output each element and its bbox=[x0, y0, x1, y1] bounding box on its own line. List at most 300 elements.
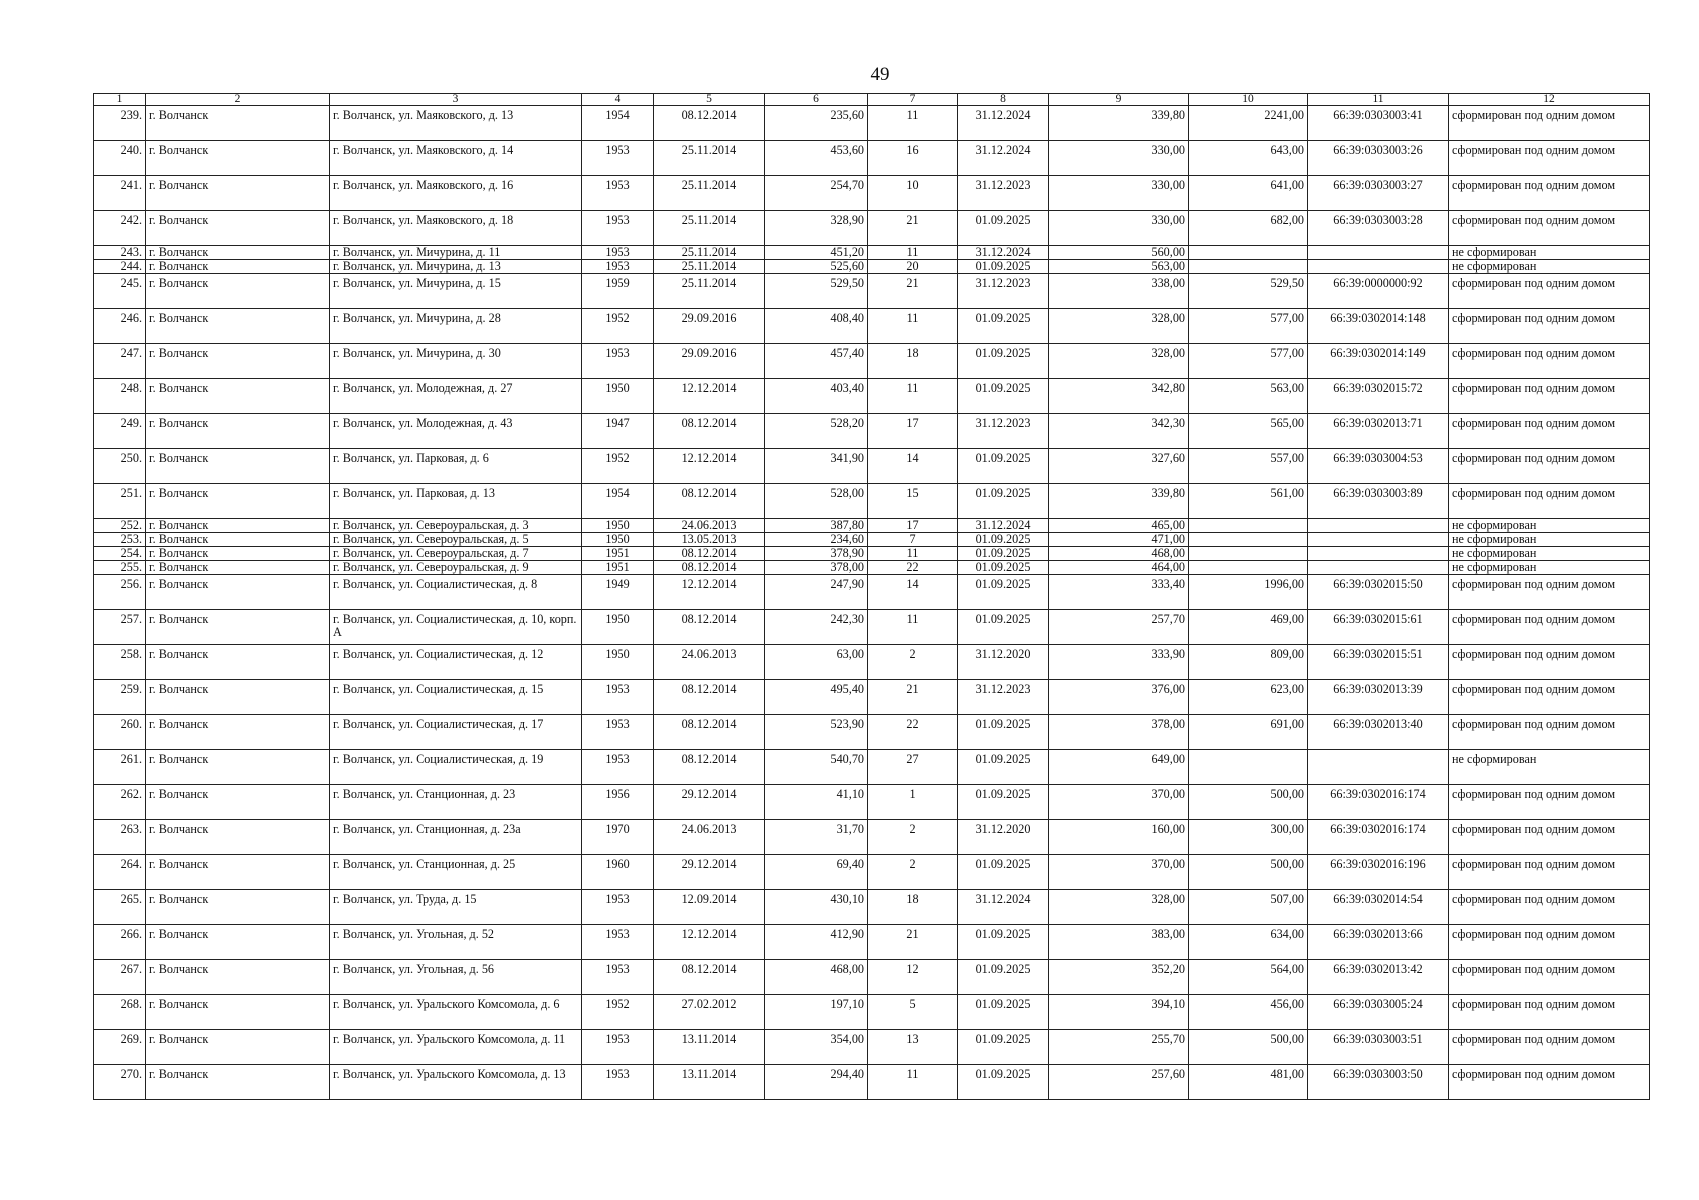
address-cell: г. Волчанск, ул. Парковая, д. 13 bbox=[330, 484, 582, 519]
year-built-cell: 1953 bbox=[582, 1030, 654, 1065]
inclusion-date-cell: 08.12.2014 bbox=[654, 610, 765, 645]
inclusion-date-cell: 25.11.2014 bbox=[654, 211, 765, 246]
settlement-cell: г. Волчанск bbox=[146, 750, 330, 785]
settlement-cell: г. Волчанск bbox=[146, 246, 330, 260]
row-number: 245. bbox=[94, 274, 146, 309]
year-built-cell: 1953 bbox=[582, 141, 654, 176]
cadastral-number-cell: 66:39:0302015:51 bbox=[1308, 645, 1449, 680]
value-9-cell: 370,00 bbox=[1049, 855, 1189, 890]
year-built-cell: 1950 bbox=[582, 379, 654, 414]
table-row bbox=[94, 855, 1650, 890]
status-cell: не сформирован bbox=[1449, 519, 1650, 533]
address-cell: г. Волчанск, ул. Молодежная, д. 43 bbox=[330, 414, 582, 449]
area-cell: 412,90 bbox=[765, 925, 868, 960]
row-number: 265. bbox=[94, 890, 146, 925]
land-area-cell: 641,00 bbox=[1189, 176, 1308, 211]
deadline-date-cell: 01.09.2025 bbox=[958, 715, 1049, 750]
value-9-cell: 339,80 bbox=[1049, 106, 1189, 141]
cadastral-number-cell: 66:39:0302014:149 bbox=[1308, 344, 1449, 379]
address-cell: г. Волчанск, ул. Социалистическая, д. 8 bbox=[330, 575, 582, 610]
column-header: 12 bbox=[1449, 94, 1650, 106]
land-area-cell: 623,00 bbox=[1189, 680, 1308, 715]
count-cell: 17 bbox=[868, 414, 958, 449]
housing-registry-table bbox=[93, 93, 1650, 1100]
status-cell: сформирован под одним домом bbox=[1449, 1065, 1650, 1100]
status-cell: сформирован под одним домом bbox=[1449, 414, 1650, 449]
status-cell: сформирован под одним домом bbox=[1449, 106, 1650, 141]
deadline-date-cell: 31.12.2024 bbox=[958, 890, 1049, 925]
area-cell: 254,70 bbox=[765, 176, 868, 211]
address-cell: г. Волчанск, ул. Маяковского, д. 13 bbox=[330, 106, 582, 141]
year-built-cell: 1953 bbox=[582, 344, 654, 379]
count-cell: 14 bbox=[868, 575, 958, 610]
inclusion-date-cell: 08.12.2014 bbox=[654, 680, 765, 715]
settlement-cell: г. Волчанск bbox=[146, 449, 330, 484]
count-cell: 21 bbox=[868, 274, 958, 309]
land-area-cell bbox=[1189, 246, 1308, 260]
inclusion-date-cell: 29.09.2016 bbox=[654, 344, 765, 379]
settlement-cell: г. Волчанск bbox=[146, 379, 330, 414]
settlement-cell: г. Волчанск bbox=[146, 645, 330, 680]
inclusion-date-cell: 12.09.2014 bbox=[654, 890, 765, 925]
cadastral-number-cell: 66:39:0303003:41 bbox=[1308, 106, 1449, 141]
land-area-cell: 557,00 bbox=[1189, 449, 1308, 484]
cadastral-number-cell: 66:39:0302014:148 bbox=[1308, 309, 1449, 344]
deadline-date-cell: 31.12.2024 bbox=[958, 141, 1049, 176]
land-area-cell bbox=[1189, 533, 1308, 547]
row-number: 242. bbox=[94, 211, 146, 246]
inclusion-date-cell: 29.09.2016 bbox=[654, 309, 765, 344]
year-built-cell: 1953 bbox=[582, 890, 654, 925]
inclusion-date-cell: 12.12.2014 bbox=[654, 449, 765, 484]
cadastral-number-cell: 66:39:0302015:72 bbox=[1308, 379, 1449, 414]
table-row bbox=[94, 484, 1650, 519]
count-cell: 12 bbox=[868, 960, 958, 995]
address-cell: г. Волчанск, ул. Уральского Комсомола, д. 13 bbox=[330, 1065, 582, 1100]
address-cell: г. Волчанск, ул. Североуральская, д. 9 bbox=[330, 561, 582, 575]
settlement-cell: г. Волчанск bbox=[146, 309, 330, 344]
cadastral-number-cell: 66:39:0302015:50 bbox=[1308, 575, 1449, 610]
area-cell: 63,00 bbox=[765, 645, 868, 680]
table-row bbox=[94, 379, 1650, 414]
settlement-cell: г. Волчанск bbox=[146, 890, 330, 925]
status-cell: сформирован под одним домом bbox=[1449, 309, 1650, 344]
count-cell: 27 bbox=[868, 750, 958, 785]
cadastral-number-cell: 66:39:0302013:39 bbox=[1308, 680, 1449, 715]
count-cell: 1 bbox=[868, 785, 958, 820]
year-built-cell: 1950 bbox=[582, 533, 654, 547]
table-row bbox=[94, 260, 1650, 274]
area-cell: 528,20 bbox=[765, 414, 868, 449]
row-number: 262. bbox=[94, 785, 146, 820]
count-cell: 2 bbox=[868, 645, 958, 680]
settlement-cell: г. Волчанск bbox=[146, 575, 330, 610]
value-9-cell: 649,00 bbox=[1049, 750, 1189, 785]
column-header: 4 bbox=[582, 94, 654, 106]
count-cell: 7 bbox=[868, 533, 958, 547]
settlement-cell: г. Волчанск bbox=[146, 484, 330, 519]
status-cell: сформирован под одним домом bbox=[1449, 925, 1650, 960]
year-built-cell: 1954 bbox=[582, 106, 654, 141]
deadline-date-cell: 01.09.2025 bbox=[958, 750, 1049, 785]
table-row bbox=[94, 1065, 1650, 1100]
land-area-cell: 500,00 bbox=[1189, 1030, 1308, 1065]
inclusion-date-cell: 25.11.2014 bbox=[654, 141, 765, 176]
inclusion-date-cell: 08.12.2014 bbox=[654, 561, 765, 575]
table-row bbox=[94, 246, 1650, 260]
area-cell: 529,50 bbox=[765, 274, 868, 309]
value-9-cell: 333,40 bbox=[1049, 575, 1189, 610]
table-row bbox=[94, 561, 1650, 575]
year-built-cell: 1950 bbox=[582, 519, 654, 533]
settlement-cell: г. Волчанск bbox=[146, 995, 330, 1030]
inclusion-date-cell: 08.12.2014 bbox=[654, 750, 765, 785]
address-cell: г. Волчанск, ул. Станционная, д. 23а bbox=[330, 820, 582, 855]
land-area-cell bbox=[1189, 750, 1308, 785]
table-row bbox=[94, 575, 1650, 610]
area-cell: 468,00 bbox=[765, 960, 868, 995]
year-built-cell: 1953 bbox=[582, 1065, 654, 1100]
area-cell: 41,10 bbox=[765, 785, 868, 820]
table-row bbox=[94, 785, 1650, 820]
value-9-cell: 257,70 bbox=[1049, 610, 1189, 645]
table-row bbox=[94, 176, 1650, 211]
settlement-cell: г. Волчанск bbox=[146, 1030, 330, 1065]
value-9-cell: 352,20 bbox=[1049, 960, 1189, 995]
column-header: 7 bbox=[868, 94, 958, 106]
inclusion-date-cell: 25.11.2014 bbox=[654, 246, 765, 260]
land-area-cell bbox=[1189, 519, 1308, 533]
page-number: 49 bbox=[870, 64, 890, 85]
row-number: 264. bbox=[94, 855, 146, 890]
status-cell: не сформирован bbox=[1449, 547, 1650, 561]
year-built-cell: 1960 bbox=[582, 855, 654, 890]
count-cell: 21 bbox=[868, 680, 958, 715]
status-cell: сформирован под одним домом bbox=[1449, 141, 1650, 176]
area-cell: 354,00 bbox=[765, 1030, 868, 1065]
column-header: 2 bbox=[146, 94, 330, 106]
inclusion-date-cell: 13.11.2014 bbox=[654, 1065, 765, 1100]
status-cell: не сформирован bbox=[1449, 750, 1650, 785]
row-number: 251. bbox=[94, 484, 146, 519]
inclusion-date-cell: 25.11.2014 bbox=[654, 260, 765, 274]
cadastral-number-cell: 66:39:0303003:50 bbox=[1308, 1065, 1449, 1100]
row-number: 239. bbox=[94, 106, 146, 141]
year-built-cell: 1953 bbox=[582, 680, 654, 715]
table-row bbox=[94, 680, 1650, 715]
count-cell: 18 bbox=[868, 344, 958, 379]
address-cell: г. Волчанск, ул. Североуральская, д. 3 bbox=[330, 519, 582, 533]
count-cell: 10 bbox=[868, 176, 958, 211]
status-cell: сформирован под одним домом bbox=[1449, 484, 1650, 519]
count-cell: 22 bbox=[868, 561, 958, 575]
status-cell: не сформирован bbox=[1449, 260, 1650, 274]
cadastral-number-cell: 66:39:0303003:51 bbox=[1308, 1030, 1449, 1065]
deadline-date-cell: 31.12.2020 bbox=[958, 645, 1049, 680]
row-number: 255. bbox=[94, 561, 146, 575]
address-cell: г. Волчанск, ул. Маяковского, д. 16 bbox=[330, 176, 582, 211]
area-cell: 540,70 bbox=[765, 750, 868, 785]
column-header: 5 bbox=[654, 94, 765, 106]
row-number: 267. bbox=[94, 960, 146, 995]
column-header: 1 bbox=[94, 94, 146, 106]
land-area-cell: 634,00 bbox=[1189, 925, 1308, 960]
count-cell: 2 bbox=[868, 820, 958, 855]
deadline-date-cell: 01.09.2025 bbox=[958, 561, 1049, 575]
inclusion-date-cell: 29.12.2014 bbox=[654, 785, 765, 820]
area-cell: 525,60 bbox=[765, 260, 868, 274]
area-cell: 403,40 bbox=[765, 379, 868, 414]
table-row bbox=[94, 547, 1650, 561]
area-cell: 451,20 bbox=[765, 246, 868, 260]
year-built-cell: 1949 bbox=[582, 575, 654, 610]
inclusion-date-cell: 08.12.2014 bbox=[654, 715, 765, 750]
table-row bbox=[94, 449, 1650, 484]
area-cell: 495,40 bbox=[765, 680, 868, 715]
cadastral-number-cell: 66:39:0303004:53 bbox=[1308, 449, 1449, 484]
value-9-cell: 330,00 bbox=[1049, 176, 1189, 211]
row-number: 241. bbox=[94, 176, 146, 211]
address-cell: г. Волчанск, ул. Молодежная, д. 27 bbox=[330, 379, 582, 414]
table-row bbox=[94, 106, 1650, 141]
table-row bbox=[94, 274, 1650, 309]
inclusion-date-cell: 08.12.2014 bbox=[654, 960, 765, 995]
cadastral-number-cell bbox=[1308, 533, 1449, 547]
cadastral-number-cell bbox=[1308, 246, 1449, 260]
value-9-cell: 339,80 bbox=[1049, 484, 1189, 519]
value-9-cell: 376,00 bbox=[1049, 680, 1189, 715]
inclusion-date-cell: 24.06.2013 bbox=[654, 820, 765, 855]
table-body bbox=[94, 106, 1650, 1100]
address-cell: г. Волчанск, ул. Угольная, д. 56 bbox=[330, 960, 582, 995]
row-number: 257. bbox=[94, 610, 146, 645]
area-cell: 453,60 bbox=[765, 141, 868, 176]
count-cell: 17 bbox=[868, 519, 958, 533]
address-cell: г. Волчанск, ул. Мичурина, д. 13 bbox=[330, 260, 582, 274]
table-row bbox=[94, 519, 1650, 533]
address-cell: г. Волчанск, ул. Социалистическая, д. 15 bbox=[330, 680, 582, 715]
table-row bbox=[94, 610, 1650, 645]
status-cell: сформирован под одним домом bbox=[1449, 575, 1650, 610]
status-cell: сформирован под одним домом bbox=[1449, 995, 1650, 1030]
year-built-cell: 1953 bbox=[582, 176, 654, 211]
inclusion-date-cell: 27.02.2012 bbox=[654, 995, 765, 1030]
address-cell: г. Волчанск, ул. Уральского Комсомола, д. 11 bbox=[330, 1030, 582, 1065]
cadastral-number-cell: 66:39:0302014:54 bbox=[1308, 890, 1449, 925]
land-area-cell: 563,00 bbox=[1189, 379, 1308, 414]
year-built-cell: 1951 bbox=[582, 547, 654, 561]
address-cell: г. Волчанск, ул. Уральского Комсомола, д. 6 bbox=[330, 995, 582, 1030]
area-cell: 247,90 bbox=[765, 575, 868, 610]
deadline-date-cell: 31.12.2024 bbox=[958, 106, 1049, 141]
count-cell: 11 bbox=[868, 379, 958, 414]
land-area-cell: 565,00 bbox=[1189, 414, 1308, 449]
cadastral-number-cell: 66:39:0000000:92 bbox=[1308, 274, 1449, 309]
address-cell: г. Волчанск, ул. Социалистическая, д. 10, корп. А bbox=[330, 610, 582, 645]
value-9-cell: 257,60 bbox=[1049, 1065, 1189, 1100]
area-cell: 328,90 bbox=[765, 211, 868, 246]
status-cell: сформирован под одним домом bbox=[1449, 645, 1650, 680]
land-area-cell: 809,00 bbox=[1189, 645, 1308, 680]
count-cell: 21 bbox=[868, 211, 958, 246]
address-cell: г. Волчанск, ул. Угольная, д. 52 bbox=[330, 925, 582, 960]
land-area-cell: 1996,00 bbox=[1189, 575, 1308, 610]
value-9-cell: 327,60 bbox=[1049, 449, 1189, 484]
inclusion-date-cell: 08.12.2014 bbox=[654, 106, 765, 141]
land-area-cell bbox=[1189, 561, 1308, 575]
value-9-cell: 328,00 bbox=[1049, 344, 1189, 379]
inclusion-date-cell: 12.12.2014 bbox=[654, 925, 765, 960]
deadline-date-cell: 01.09.2025 bbox=[958, 344, 1049, 379]
count-cell: 16 bbox=[868, 141, 958, 176]
year-built-cell: 1947 bbox=[582, 414, 654, 449]
area-cell: 430,10 bbox=[765, 890, 868, 925]
area-cell: 69,40 bbox=[765, 855, 868, 890]
address-cell: г. Волчанск, ул. Мичурина, д. 11 bbox=[330, 246, 582, 260]
value-9-cell: 342,80 bbox=[1049, 379, 1189, 414]
value-9-cell: 465,00 bbox=[1049, 519, 1189, 533]
land-area-cell: 469,00 bbox=[1189, 610, 1308, 645]
settlement-cell: г. Волчанск bbox=[146, 547, 330, 561]
deadline-date-cell: 01.09.2025 bbox=[958, 960, 1049, 995]
row-number: 261. bbox=[94, 750, 146, 785]
table-row bbox=[94, 960, 1650, 995]
status-cell: сформирован под одним домом bbox=[1449, 274, 1650, 309]
deadline-date-cell: 01.09.2025 bbox=[958, 855, 1049, 890]
inclusion-date-cell: 08.12.2014 bbox=[654, 547, 765, 561]
area-cell: 242,30 bbox=[765, 610, 868, 645]
status-cell: сформирован под одним домом bbox=[1449, 344, 1650, 379]
cadastral-number-cell: 66:39:0303003:89 bbox=[1308, 484, 1449, 519]
land-area-cell: 507,00 bbox=[1189, 890, 1308, 925]
row-number: 256. bbox=[94, 575, 146, 610]
value-9-cell: 328,00 bbox=[1049, 309, 1189, 344]
row-number: 260. bbox=[94, 715, 146, 750]
year-built-cell: 1953 bbox=[582, 960, 654, 995]
settlement-cell: г. Волчанск bbox=[146, 925, 330, 960]
count-cell: 11 bbox=[868, 610, 958, 645]
count-cell: 15 bbox=[868, 484, 958, 519]
row-number: 268. bbox=[94, 995, 146, 1030]
row-number: 248. bbox=[94, 379, 146, 414]
deadline-date-cell: 01.09.2025 bbox=[958, 309, 1049, 344]
status-cell: сформирован под одним домом bbox=[1449, 211, 1650, 246]
table-row bbox=[94, 344, 1650, 379]
year-built-cell: 1952 bbox=[582, 309, 654, 344]
area-cell: 197,10 bbox=[765, 995, 868, 1030]
land-area-cell: 577,00 bbox=[1189, 344, 1308, 379]
status-cell: сформирован под одним домом bbox=[1449, 379, 1650, 414]
deadline-date-cell: 01.09.2025 bbox=[958, 1030, 1049, 1065]
value-9-cell: 560,00 bbox=[1049, 246, 1189, 260]
land-area-cell: 500,00 bbox=[1189, 785, 1308, 820]
value-9-cell: 464,00 bbox=[1049, 561, 1189, 575]
inclusion-date-cell: 25.11.2014 bbox=[654, 274, 765, 309]
land-area-cell: 564,00 bbox=[1189, 960, 1308, 995]
settlement-cell: г. Волчанск bbox=[146, 960, 330, 995]
address-cell: г. Волчанск, ул. Североуральская, д. 7 bbox=[330, 547, 582, 561]
deadline-date-cell: 31.12.2023 bbox=[958, 176, 1049, 211]
row-number: 249. bbox=[94, 414, 146, 449]
status-cell: сформирован под одним домом bbox=[1449, 890, 1650, 925]
land-area-cell: 643,00 bbox=[1189, 141, 1308, 176]
cadastral-number-cell: 66:39:0303003:27 bbox=[1308, 176, 1449, 211]
status-cell: не сформирован bbox=[1449, 561, 1650, 575]
settlement-cell: г. Волчанск bbox=[146, 414, 330, 449]
year-built-cell: 1952 bbox=[582, 995, 654, 1030]
area-cell: 523,90 bbox=[765, 715, 868, 750]
land-area-cell: 577,00 bbox=[1189, 309, 1308, 344]
year-built-cell: 1953 bbox=[582, 750, 654, 785]
value-9-cell: 471,00 bbox=[1049, 533, 1189, 547]
value-9-cell: 338,00 bbox=[1049, 274, 1189, 309]
count-cell: 11 bbox=[868, 1065, 958, 1100]
cadastral-number-cell bbox=[1308, 519, 1449, 533]
address-cell: г. Волчанск, ул. Мичурина, д. 30 bbox=[330, 344, 582, 379]
count-cell: 18 bbox=[868, 890, 958, 925]
deadline-date-cell: 31.12.2023 bbox=[958, 680, 1049, 715]
year-built-cell: 1950 bbox=[582, 645, 654, 680]
status-cell: сформирован под одним домом bbox=[1449, 1030, 1650, 1065]
value-9-cell: 383,00 bbox=[1049, 925, 1189, 960]
column-header: 11 bbox=[1308, 94, 1449, 106]
settlement-cell: г. Волчанск bbox=[146, 785, 330, 820]
cadastral-number-cell: 66:39:0302013:40 bbox=[1308, 715, 1449, 750]
count-cell: 11 bbox=[868, 309, 958, 344]
count-cell: 13 bbox=[868, 1030, 958, 1065]
table-row bbox=[94, 715, 1650, 750]
deadline-date-cell: 01.09.2025 bbox=[958, 995, 1049, 1030]
row-number: 270. bbox=[94, 1065, 146, 1100]
deadline-date-cell: 01.09.2025 bbox=[958, 610, 1049, 645]
area-cell: 387,80 bbox=[765, 519, 868, 533]
deadline-date-cell: 31.12.2023 bbox=[958, 274, 1049, 309]
land-area-cell: 691,00 bbox=[1189, 715, 1308, 750]
address-cell: г. Волчанск, ул. Мичурина, д. 15 bbox=[330, 274, 582, 309]
status-cell: сформирован под одним домом bbox=[1449, 855, 1650, 890]
land-area-cell: 2241,00 bbox=[1189, 106, 1308, 141]
inclusion-date-cell: 13.11.2014 bbox=[654, 1030, 765, 1065]
deadline-date-cell: 31.12.2024 bbox=[958, 519, 1049, 533]
value-9-cell: 328,00 bbox=[1049, 890, 1189, 925]
column-header: 6 bbox=[765, 94, 868, 106]
row-number: 250. bbox=[94, 449, 146, 484]
status-cell: сформирован под одним домом bbox=[1449, 610, 1650, 645]
count-cell: 20 bbox=[868, 260, 958, 274]
area-cell: 235,60 bbox=[765, 106, 868, 141]
year-built-cell: 1953 bbox=[582, 260, 654, 274]
cadastral-number-cell: 66:39:0302013:66 bbox=[1308, 925, 1449, 960]
column-header: 8 bbox=[958, 94, 1049, 106]
year-built-cell: 1959 bbox=[582, 274, 654, 309]
row-number: 259. bbox=[94, 680, 146, 715]
address-cell: г. Волчанск, ул. Социалистическая, д. 19 bbox=[330, 750, 582, 785]
address-cell: г. Волчанск, ул. Станционная, д. 25 bbox=[330, 855, 582, 890]
cadastral-number-cell: 66:39:0302013:71 bbox=[1308, 414, 1449, 449]
status-cell: сформирован под одним домом bbox=[1449, 715, 1650, 750]
row-number: 246. bbox=[94, 309, 146, 344]
address-cell: г. Волчанск, ул. Маяковского, д. 18 bbox=[330, 211, 582, 246]
area-cell: 378,00 bbox=[765, 561, 868, 575]
address-cell: г. Волчанск, ул. Маяковского, д. 14 bbox=[330, 141, 582, 176]
status-cell: сформирован под одним домом bbox=[1449, 680, 1650, 715]
cadastral-number-cell: 66:39:0302015:61 bbox=[1308, 610, 1449, 645]
address-cell: г. Волчанск, ул. Североуральская, д. 5 bbox=[330, 533, 582, 547]
settlement-cell: г. Волчанск bbox=[146, 533, 330, 547]
inclusion-date-cell: 08.12.2014 bbox=[654, 484, 765, 519]
deadline-date-cell: 01.09.2025 bbox=[958, 1065, 1049, 1100]
land-area-cell: 500,00 bbox=[1189, 855, 1308, 890]
